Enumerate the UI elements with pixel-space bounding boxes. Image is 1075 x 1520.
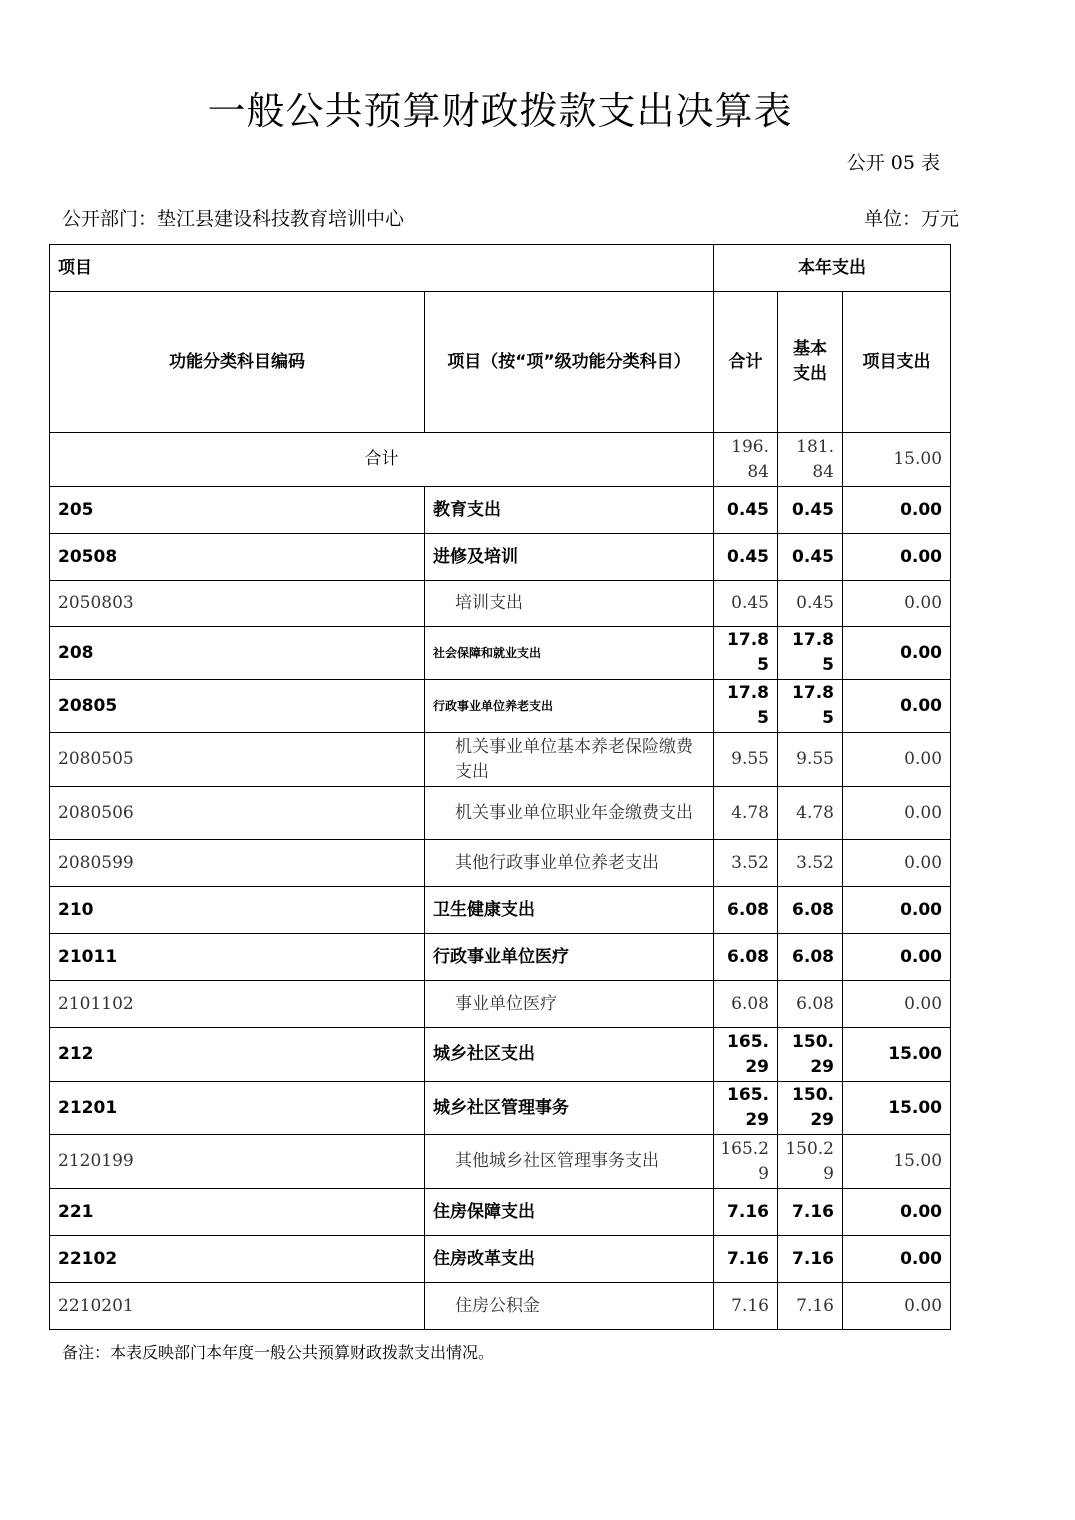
- page-title: 一般公共预算财政拨款支出决算表: [207, 89, 793, 133]
- row-basic: 17.85: [778, 627, 843, 680]
- total-basic: 181.84: [778, 433, 843, 487]
- table-row: [50, 787, 951, 840]
- row-basic: 0.45: [778, 581, 843, 627]
- row-basic: 7.16: [778, 1283, 843, 1330]
- row-basic: 150.29: [778, 1082, 843, 1135]
- header-row-1: [50, 245, 951, 292]
- row-basic: 7.16: [778, 1236, 843, 1283]
- row-total: 4.78: [714, 787, 778, 840]
- row-total: 9.55: [714, 733, 778, 787]
- row-project: 0.00: [843, 581, 951, 627]
- row-name: 城乡社区支出: [425, 1028, 714, 1082]
- table-row: [50, 581, 951, 627]
- row-code: 2080599: [50, 840, 425, 887]
- row-code: 2080505: [50, 733, 425, 787]
- row-project: 0.00: [843, 981, 951, 1028]
- row-code: 210: [50, 887, 425, 934]
- row-total: 6.08: [714, 981, 778, 1028]
- row-total: 7.16: [714, 1189, 778, 1236]
- header-code: 功能分类科目编码: [50, 292, 425, 433]
- row-project: 0.00: [843, 1283, 951, 1330]
- header-item: 项目: [50, 245, 714, 292]
- row-code: 2080506: [50, 787, 425, 840]
- department-label: 公开部门：垫江县建设科技教育培训中心: [62, 208, 405, 230]
- row-total: 3.52: [714, 840, 778, 887]
- header-project: 项目支出: [843, 292, 951, 433]
- row-code: 20508: [50, 534, 425, 581]
- row-total: 7.16: [714, 1283, 778, 1330]
- row-total: 6.08: [714, 934, 778, 981]
- table-row: [50, 1135, 951, 1189]
- row-total: 165.29: [714, 1135, 778, 1189]
- row-project: 0.00: [843, 887, 951, 934]
- row-project: 0.00: [843, 1236, 951, 1283]
- budget-table: [49, 244, 951, 1330]
- row-total: 17.85: [714, 627, 778, 680]
- header-row-2: [50, 292, 951, 433]
- table-row: [50, 1028, 951, 1082]
- row-basic: 6.08: [778, 981, 843, 1028]
- row-total: 0.45: [714, 581, 778, 627]
- row-basic: 6.08: [778, 887, 843, 934]
- row-code: 2120199: [50, 1135, 425, 1189]
- row-basic: 6.08: [778, 934, 843, 981]
- table-row: [50, 627, 951, 680]
- row-project: 0.00: [843, 840, 951, 887]
- table-row: [50, 934, 951, 981]
- row-project: 0.00: [843, 680, 951, 733]
- row-basic: 4.78: [778, 787, 843, 840]
- header-basic: 基本支出: [778, 292, 843, 433]
- total-total: 196.84: [714, 433, 778, 487]
- table-row: [50, 733, 951, 787]
- row-basic: 150.29: [778, 1028, 843, 1082]
- table-row: [50, 840, 951, 887]
- row-name: 事业单位医疗: [425, 981, 714, 1028]
- row-project: 0.00: [843, 934, 951, 981]
- row-name: 行政事业单位医疗: [425, 934, 714, 981]
- table-row: [50, 487, 951, 534]
- row-basic: 0.45: [778, 487, 843, 534]
- header-name: 项目（按“项”级功能分类科目）: [425, 292, 714, 433]
- row-name: 其他行政事业单位养老支出: [425, 840, 714, 887]
- row-name: 机关事业单位基本养老保险缴费支出: [425, 733, 714, 787]
- row-total: 0.45: [714, 487, 778, 534]
- row-code: 212: [50, 1028, 425, 1082]
- row-basic: 150.29: [778, 1135, 843, 1189]
- row-name: 社会保障和就业支出: [425, 627, 714, 680]
- row-code: 20805: [50, 680, 425, 733]
- row-project: 0.00: [843, 487, 951, 534]
- row-basic: 9.55: [778, 733, 843, 787]
- header-year-expenditure: 本年支出: [714, 245, 951, 292]
- row-name: 住房公积金: [425, 1283, 714, 1330]
- table-body: [50, 487, 951, 1330]
- total-row: [50, 433, 951, 487]
- total-project: 15.00: [843, 433, 951, 487]
- row-code: 22102: [50, 1236, 425, 1283]
- table-row: [50, 1082, 951, 1135]
- row-total: 7.16: [714, 1236, 778, 1283]
- row-name: 行政事业单位养老支出: [425, 680, 714, 733]
- row-total: 165.29: [714, 1082, 778, 1135]
- row-project: 0.00: [843, 733, 951, 787]
- row-name: 住房改革支出: [425, 1236, 714, 1283]
- row-name: 其他城乡社区管理事务支出: [425, 1135, 714, 1189]
- row-code: 2050803: [50, 581, 425, 627]
- footnote: 备注：本表反映部门本年度一般公共预算财政拨款支出情况。: [62, 1343, 495, 1362]
- row-total: 165.29: [714, 1028, 778, 1082]
- table-row: [50, 1189, 951, 1236]
- header-total: 合计: [714, 292, 778, 433]
- unit-label: 单位：万元: [863, 208, 959, 230]
- row-project: 0.00: [843, 787, 951, 840]
- row-code: 205: [50, 487, 425, 534]
- row-code: 221: [50, 1189, 425, 1236]
- row-total: 6.08: [714, 887, 778, 934]
- table-row: [50, 534, 951, 581]
- row-code: 21011: [50, 934, 425, 981]
- row-project: 0.00: [843, 534, 951, 581]
- row-basic: 3.52: [778, 840, 843, 887]
- row-project: 15.00: [843, 1082, 951, 1135]
- row-basic: 17.85: [778, 680, 843, 733]
- row-project: 0.00: [843, 1189, 951, 1236]
- row-name: 机关事业单位职业年金缴费支出: [425, 787, 714, 840]
- form-number: 公开 05 表: [846, 152, 940, 174]
- row-basic: 7.16: [778, 1189, 843, 1236]
- row-name: 住房保障支出: [425, 1189, 714, 1236]
- row-name: 城乡社区管理事务: [425, 1082, 714, 1135]
- row-code: 208: [50, 627, 425, 680]
- row-name: 卫生健康支出: [425, 887, 714, 934]
- row-project: 0.00: [843, 627, 951, 680]
- total-label: 合计: [50, 433, 714, 487]
- table-row: [50, 981, 951, 1028]
- row-total: 0.45: [714, 534, 778, 581]
- row-name: 培训支出: [425, 581, 714, 627]
- row-code: 2101102: [50, 981, 425, 1028]
- row-code: 2210201: [50, 1283, 425, 1330]
- row-project: 15.00: [843, 1028, 951, 1082]
- table-row: [50, 1236, 951, 1283]
- table-row: [50, 1283, 951, 1330]
- row-basic: 0.45: [778, 534, 843, 581]
- row-project: 15.00: [843, 1135, 951, 1189]
- table-row: [50, 887, 951, 934]
- row-code: 21201: [50, 1082, 425, 1135]
- table-row: [50, 680, 951, 733]
- row-name: 进修及培训: [425, 534, 714, 581]
- row-total: 17.85: [714, 680, 778, 733]
- row-name: 教育支出: [425, 487, 714, 534]
